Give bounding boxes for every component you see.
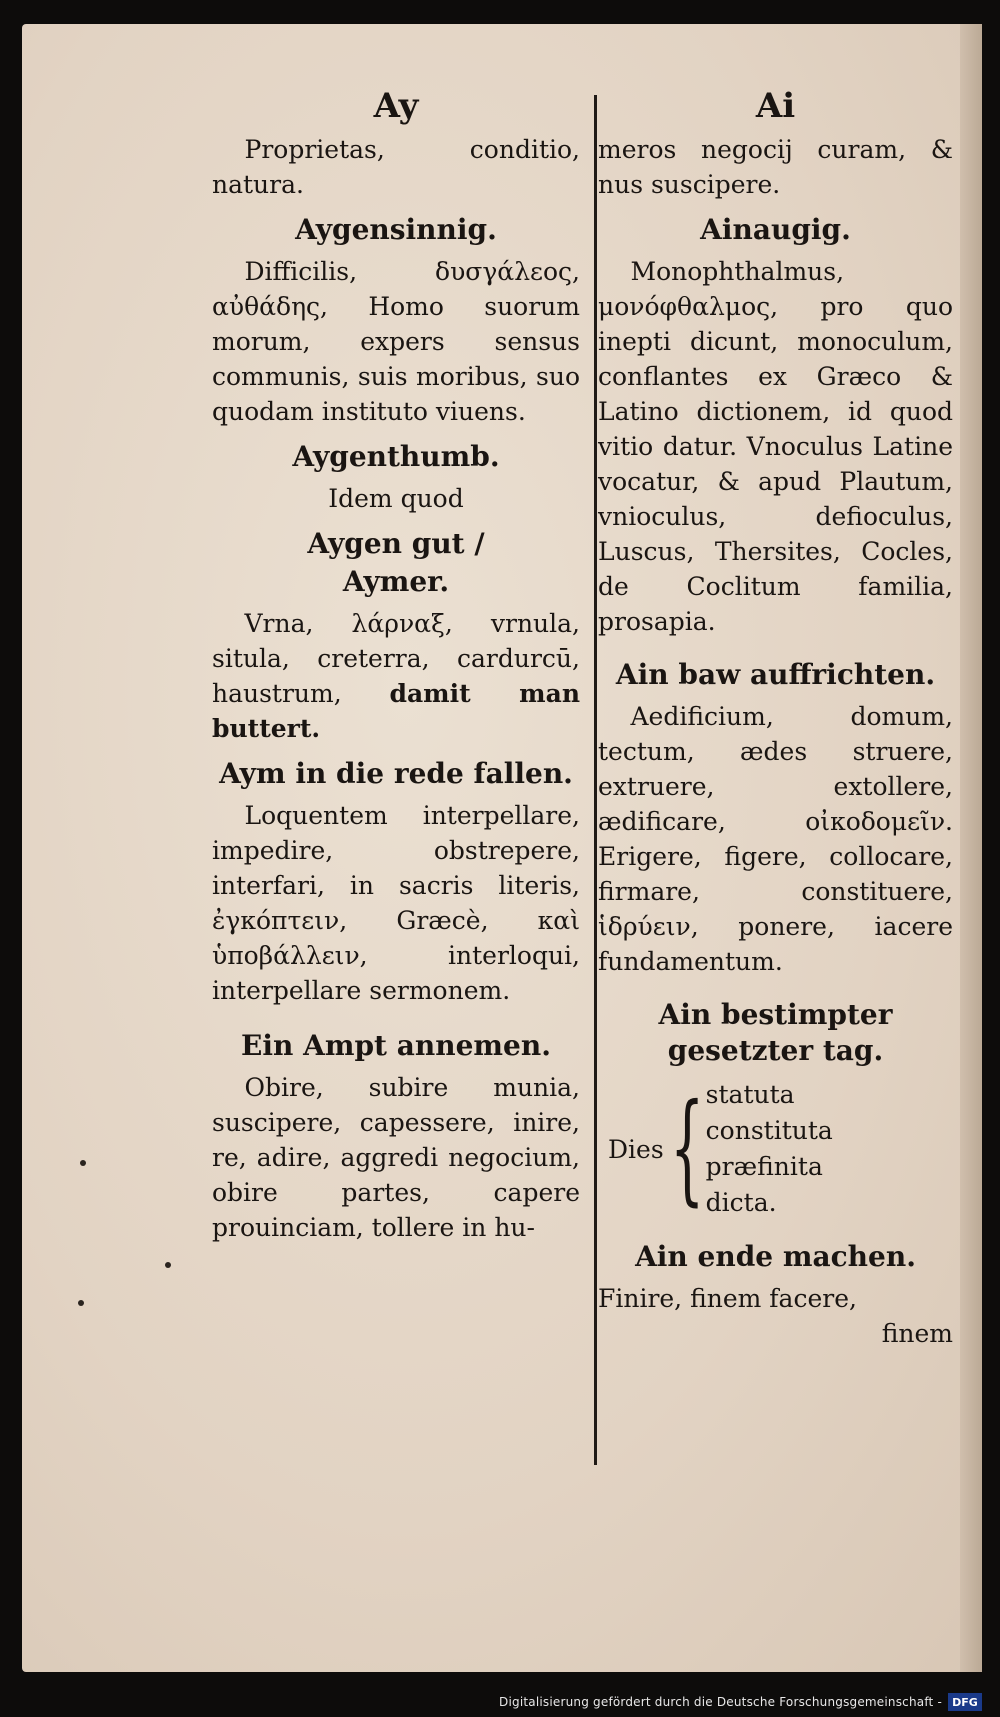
dfg-logo: DFG: [948, 1693, 982, 1711]
headword: Ain ende machen.: [635, 1240, 916, 1273]
running-header-left: Ay: [373, 86, 419, 126]
right-column: [598, 84, 953, 1351]
ink-speck: [80, 1160, 86, 1166]
brace-group: [608, 1077, 953, 1221]
footer-bar: [0, 1679, 1000, 1717]
left-column: [212, 84, 580, 1245]
brace-label: Dies: [608, 1134, 664, 1164]
headword: Aygensinnig.: [295, 213, 497, 246]
intro-text-right: meros negocij curam, & nus suscipere.: [598, 135, 953, 199]
digitization-credit: Digitalisierung gefördert durch die Deutsche Forschungsgemeinschaft -: [499, 1695, 942, 1709]
intro-text-left: Proprietas, conditio, natura.: [212, 135, 580, 199]
catchword: finem: [881, 1319, 953, 1348]
entry-text: Obire, subire munia, suscipere, capessere, inire, re, adire, aggredi negocium, obire partes, capere prouinciam, tollere in hu-: [212, 1073, 580, 1242]
curly-brace-icon: {: [669, 1079, 705, 1218]
headword: Aymer.: [342, 565, 450, 598]
headword: Ein Ampt annemen.: [241, 1029, 551, 1062]
entry-text: Aedificium, domum, tectum, ædes struere, extruere, extollere, ædificare, οἰκοδομεῖν. Erigere, figere, collocare, firmare, constituere, ἱδρύειν, ponere, iacere fundamentum.: [598, 702, 953, 976]
brace-item: præfinita: [705, 1152, 823, 1181]
ink-speck: [78, 1300, 84, 1306]
headword: Aygenthumb.: [292, 440, 500, 473]
headword: Ainaugig.: [700, 213, 851, 246]
running-header-right: Ai: [755, 86, 796, 126]
entry-text: Difficilis, δυσγάλεος, αὐθάδης, Homo suorum morum, expers sensus communis, suis moribus, suo quodam instituto viuens.: [212, 257, 580, 426]
headword: Ain bestimpter gesetzter tag.: [658, 998, 893, 1067]
entry-latin: Vrna, λάρναξ, vrnula, situla, creterra, cardurcū, haustrum,: [212, 609, 580, 708]
brace-list: [706, 1077, 833, 1221]
headword: Aygen gut /: [307, 527, 485, 560]
brace-item: constituta: [705, 1116, 833, 1145]
entry-german: damit man buttert.: [212, 679, 580, 743]
brace-item: dicta.: [705, 1188, 777, 1217]
page-edge: [960, 24, 982, 1672]
headword: Aym in die rede fallen.: [219, 757, 573, 790]
entry-text: Finire, finem facere,: [598, 1284, 857, 1313]
entry-text: Idem quod: [328, 484, 464, 513]
column-divider: [594, 95, 597, 1465]
entry-text: Monophthalmus, μονόφθαλμος, pro quo inepti dicunt, monoculum, conflantes ex Græco & Latino dictionem, id quod vitio datur. Vnoculus Latine vocatur, & apud Plautum, vnioculus, defioculus, Luscus, Thersites, Cocles, de Coclitum familia, prosapia.: [598, 257, 953, 636]
headword: Ain baw auffrichten.: [615, 658, 936, 691]
ink-speck: [165, 1262, 171, 1268]
entry-text: [212, 606, 580, 746]
entry-text: Loquentem interpellare, impedire, obstrepere, interfari, in sacris literis, ἐγκόπτειν, Græcè, καὶ ὑποβάλλειν, interloqui, interpellare sermonem.: [212, 801, 580, 1005]
brace-item: statuta: [705, 1080, 795, 1109]
